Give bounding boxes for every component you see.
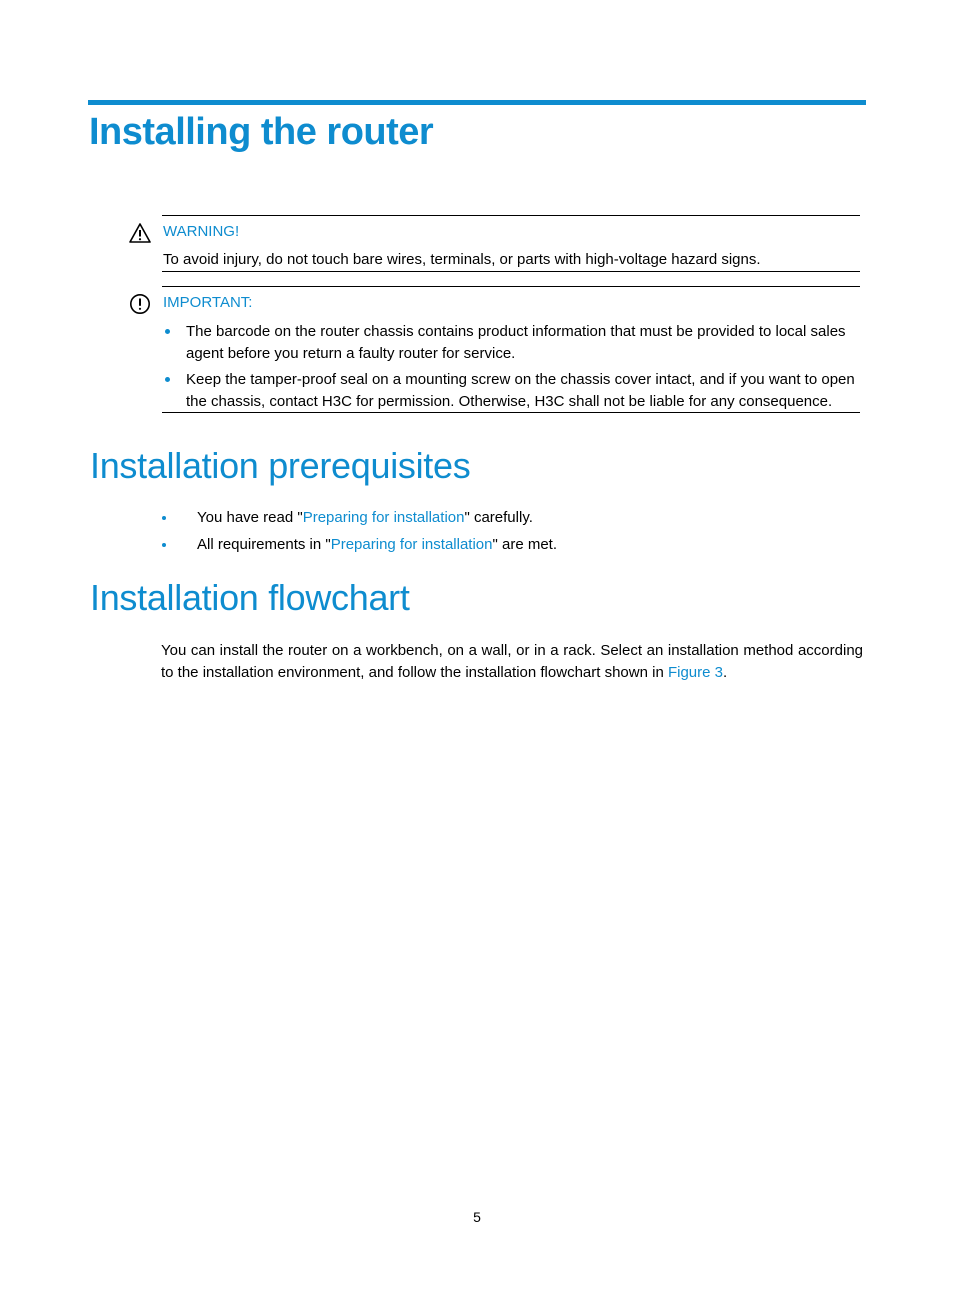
warning-triangle-icon [129, 222, 151, 244]
section-title-flowchart: Installation flowchart [90, 577, 410, 618]
important-notice [162, 286, 860, 413]
flowchart-text-end: . [722, 663, 728, 681]
prereq-text-before: All requirements in " [197, 536, 331, 553]
prereq-text-after: " are met. [492, 536, 557, 553]
list-item [162, 534, 557, 555]
warning-text: To avoid injury, do not touch bare wires, terminals, or parts with high-voltage hazard signs. [163, 251, 761, 268]
warning-label: WARNING! [163, 223, 240, 240]
list-item [162, 507, 557, 528]
bullet-icon [162, 543, 166, 547]
section-title-prerequisites: Installation prerequisites [90, 445, 471, 486]
bullet-icon [165, 377, 170, 382]
exclamation-circle-icon [129, 293, 151, 315]
prereq-text-before: You have read " [197, 509, 303, 526]
important-list [162, 321, 860, 417]
important-item-text: Keep the tamper-proof seal on a mounting screw on the chassis cover intact, and if you want to open the chassis, contact H3C for permission. Otherwise, H3C shall not be liable for any consequence. [186, 371, 855, 410]
important-item-text: The barcode on the router chassis contains product information that must be provided to local sales agent before you return a faulty router for service. [186, 323, 846, 362]
page-number: 5 [473, 1209, 481, 1225]
prereq-text-after: " carefully. [464, 509, 533, 526]
bullet-icon [165, 329, 170, 334]
prerequisites-list [162, 507, 557, 561]
chapter-title: Installing the router [89, 111, 434, 153]
preparing-for-installation-link[interactable]: Preparing for installation [330, 536, 493, 553]
list-item [162, 369, 860, 412]
flowchart-paragraph [161, 640, 863, 683]
warning-notice [162, 215, 860, 272]
bullet-icon [162, 516, 166, 520]
flowchart-text: You can install the router on a workbench, on a wall, or in a rack. Select an installation method according to the installation environment, and follow the installation flowchart shown in [161, 642, 863, 681]
chapter-top-rule [88, 100, 866, 105]
important-label: IMPORTANT: [163, 294, 253, 311]
list-item [162, 321, 860, 364]
figure-3-link[interactable]: Figure 3 [667, 663, 723, 681]
preparing-for-installation-link[interactable]: Preparing for installation [302, 509, 465, 526]
